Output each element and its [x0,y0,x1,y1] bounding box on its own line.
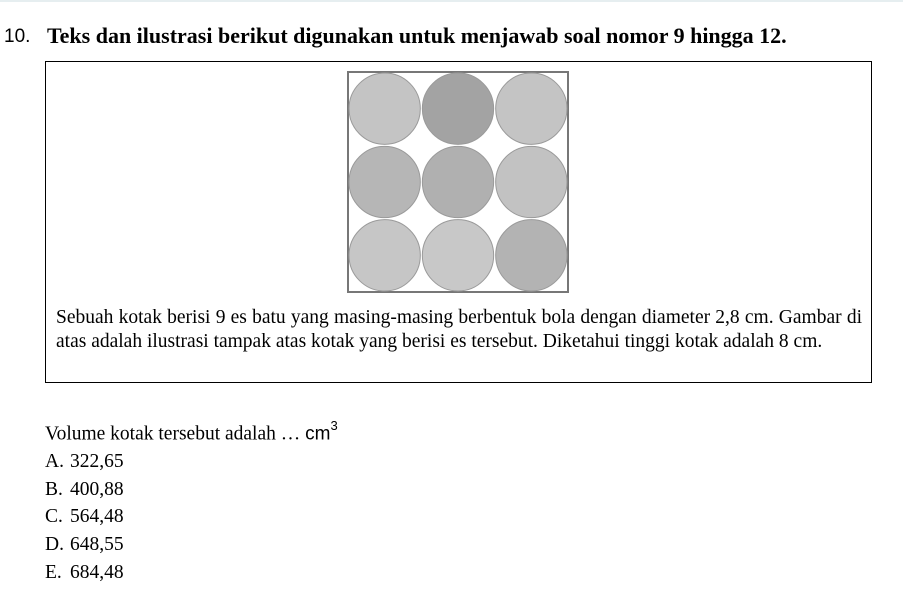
passage-text: Sebuah kotak berisi 9 es batu yang masing-masing berbentuk bola dengan diameter 2,8 cm. Gambar di atas adalah ilustrasi tampak atas kotak yang berisi es tersebut. Diketahui tinggi kotak adalah 8 cm. [56,307,862,352]
stem-text: Volume kotak tersebut adalah … [45,423,306,445]
ice-sphere [496,146,567,217]
ice-sphere [496,73,567,144]
ice-sphere [422,146,493,217]
ice-sphere [422,73,493,144]
option-b-value: 400,88 [70,478,124,500]
option-d-value: 648,55 [70,534,124,556]
stem-unit-exponent: 3 [330,418,338,433]
option-c-letter: C. [45,506,63,528]
option-a-letter: A. [45,451,64,472]
answer-options [45,448,124,586]
ice-sphere [422,220,493,291]
option-c-value: 564,48 [70,506,124,528]
stem-unit: cm [305,423,331,445]
option-a[interactable] [45,448,124,476]
top-rule [0,0,903,2]
question-heading: Teks dan ilustrasi berikut digunakan untuk menjawab soal nomor 9 hingga 12. [47,23,787,48]
question-stem [45,420,338,446]
ice-sphere [496,220,567,291]
option-e[interactable] [45,559,124,587]
option-c[interactable] [45,503,124,531]
option-b[interactable] [45,476,124,504]
option-b-letter: B. [45,478,63,500]
ice-sphere [349,220,420,291]
ice-sphere [349,146,420,217]
ice-sphere [349,73,420,144]
option-d[interactable] [45,531,124,559]
option-a-value: 322,65 [70,451,124,472]
option-e-value: 684,48 [70,561,124,583]
option-e-letter: E. [45,561,62,583]
option-d-letter: D. [45,534,64,556]
question-number: 10. [4,26,31,47]
ice-box-illustration [347,71,569,293]
